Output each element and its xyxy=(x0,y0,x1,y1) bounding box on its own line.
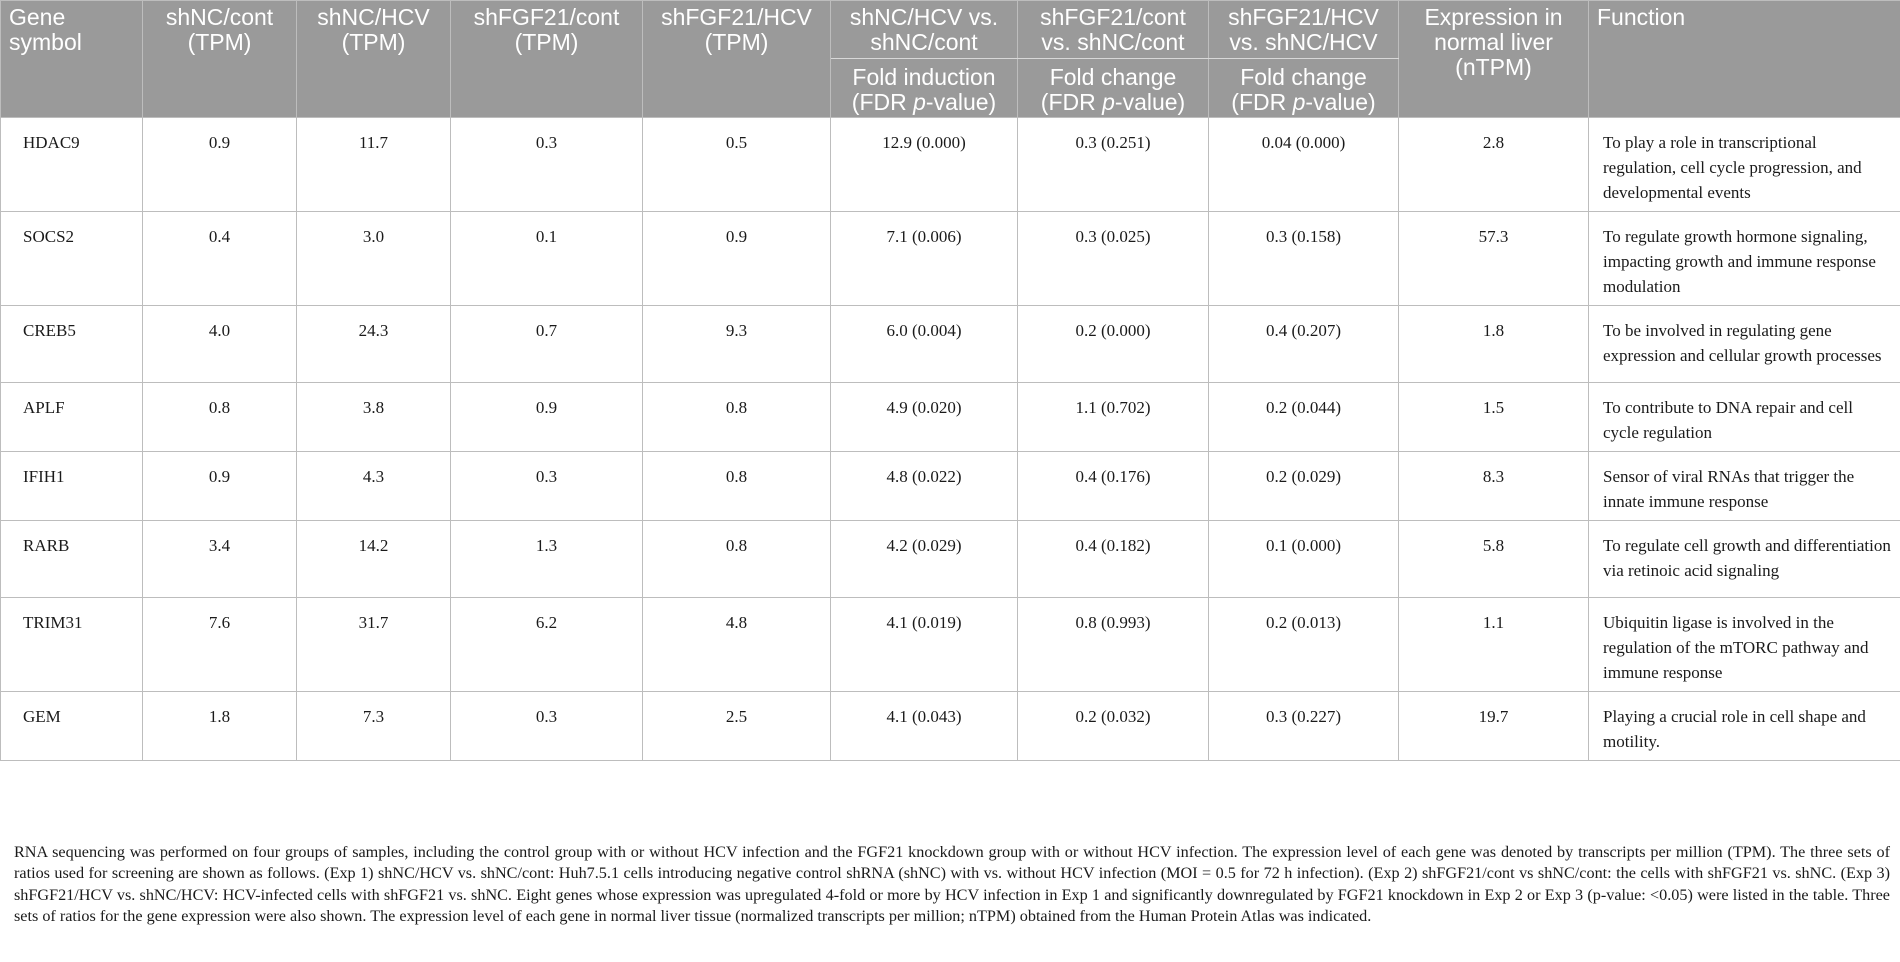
cell-normal-liver: 1.8 xyxy=(1399,306,1589,383)
cell-function: To regulate growth hormone signaling, impacting growth and immune response modulation xyxy=(1589,212,1900,306)
cell-shnc-hcv: 3.0 xyxy=(297,212,451,306)
cell-gene: RARB xyxy=(1,521,143,598)
table-body xyxy=(1,118,1900,761)
cell-function: To play a role in transcriptional regulation, cell cycle progression, and developmental events xyxy=(1589,118,1900,212)
cell-normal-liver: 8.3 xyxy=(1399,452,1589,521)
cell-fold-change-3: 0.2 (0.029) xyxy=(1209,452,1399,521)
cell-fold-change-2: 0.8 (0.993) xyxy=(1018,598,1209,692)
header-shnc-hcv: shNC/HCV (TPM) xyxy=(297,1,451,118)
cell-normal-liver: 1.1 xyxy=(1399,598,1589,692)
cell-fold-change-2: 0.2 (0.000) xyxy=(1018,306,1209,383)
header-comparison-3: shFGF21/HCV vs. shNC/HCV xyxy=(1209,1,1399,59)
cell-shnc-cont: 7.6 xyxy=(143,598,297,692)
cell-fold-induction: 4.8 (0.022) xyxy=(831,452,1018,521)
header-fold-induction: Fold induction (FDR p-value) xyxy=(831,59,1018,118)
cell-normal-liver: 57.3 xyxy=(1399,212,1589,306)
cell-gene: HDAC9 xyxy=(1,118,143,212)
cell-function: To contribute to DNA repair and cell cycle regulation xyxy=(1589,383,1900,452)
cell-shfgf21-hcv: 0.9 xyxy=(643,212,831,306)
cell-normal-liver: 5.8 xyxy=(1399,521,1589,598)
table-row xyxy=(1,383,1900,452)
cell-function: To regulate cell growth and differentiation via retinoic acid signaling xyxy=(1589,521,1900,598)
header-shfgf21-hcv: shFGF21/HCV (TPM) xyxy=(643,1,831,118)
cell-function: Ubiquitin ligase is involved in the regulation of the mTORC pathway and immune response xyxy=(1589,598,1900,692)
header-shfgf21-cont: shFGF21/cont (TPM) xyxy=(451,1,643,118)
cell-fold-change-3: 0.1 (0.000) xyxy=(1209,521,1399,598)
cell-function: Sensor of viral RNAs that trigger the innate immune response xyxy=(1589,452,1900,521)
table-row xyxy=(1,212,1900,306)
cell-shfgf21-cont: 0.3 xyxy=(451,452,643,521)
cell-normal-liver: 2.8 xyxy=(1399,118,1589,212)
cell-gene: GEM xyxy=(1,692,143,761)
table-row xyxy=(1,521,1900,598)
cell-gene: CREB5 xyxy=(1,306,143,383)
cell-shfgf21-cont: 6.2 xyxy=(451,598,643,692)
cell-fold-change-3: 0.2 (0.044) xyxy=(1209,383,1399,452)
cell-shfgf21-cont: 1.3 xyxy=(451,521,643,598)
cell-fold-induction: 7.1 (0.006) xyxy=(831,212,1018,306)
header-fold-change-2: Fold change (FDR p-value) xyxy=(1018,59,1209,118)
cell-normal-liver: 1.5 xyxy=(1399,383,1589,452)
cell-fold-induction: 4.1 (0.043) xyxy=(831,692,1018,761)
cell-fold-change-2: 0.4 (0.182) xyxy=(1018,521,1209,598)
cell-shnc-cont: 0.9 xyxy=(143,452,297,521)
cell-shnc-hcv: 3.8 xyxy=(297,383,451,452)
cell-fold-change-3: 0.2 (0.013) xyxy=(1209,598,1399,692)
table-footnote: RNA sequencing was performed on four groups of samples, including the control group with or without HCV infection and the FGF21 knockdown group with or without HCV infection. The expression level of each gene was denoted by transcripts per million (TPM). The three sets of ratios used for screening are shown as follows. (Exp 1) shNC/HCV vs. shNC/cont: Huh7.5.1 cells introducing negative control shRNA (shNC) with vs. without HCV infection (MOI = 0.5 for 72 h infection). (Exp 2) shFGF21/cont vs shNC/cont: the cells with shFGF21 vs. shNC. (Exp 3) shFGF21/HCV vs. shNC/HCV: HCV-infected cells with shFGF21 vs. shNC. Eight genes whose expression was upregulated 4-fold or more by HCV infection in Exp 1 and significantly downregulated by FGF21 knockdown in Exp 2 or Exp 3 (p-value: <0.05) were listed in the table. Three sets of ratios for the gene expression were also shown. The expression level of each gene in normal liver tissue (normalized transcripts per million; nTPM) obtained from the Human Protein Atlas was indicated. xyxy=(14,843,1890,925)
cell-normal-liver: 19.7 xyxy=(1399,692,1589,761)
cell-shnc-cont: 0.4 xyxy=(143,212,297,306)
cell-shfgf21-cont: 0.9 xyxy=(451,383,643,452)
cell-fold-change-2: 0.4 (0.176) xyxy=(1018,452,1209,521)
cell-fold-change-2: 0.3 (0.251) xyxy=(1018,118,1209,212)
header-fold-change-3: Fold change (FDR p-value) xyxy=(1209,59,1399,118)
header-normal-liver: Expression in normal liver (nTPM) xyxy=(1399,1,1589,118)
cell-shfgf21-cont: 0.3 xyxy=(451,118,643,212)
cell-function: Playing a crucial role in cell shape and motility. xyxy=(1589,692,1900,761)
table-row xyxy=(1,118,1900,212)
cell-fold-change-3: 0.3 (0.227) xyxy=(1209,692,1399,761)
cell-shfgf21-hcv: 0.8 xyxy=(643,383,831,452)
cell-shnc-hcv: 14.2 xyxy=(297,521,451,598)
cell-function: To be involved in regulating gene expression and cellular growth processes xyxy=(1589,306,1900,383)
cell-gene: IFIH1 xyxy=(1,452,143,521)
cell-fold-induction: 6.0 (0.004) xyxy=(831,306,1018,383)
cell-shnc-cont: 1.8 xyxy=(143,692,297,761)
cell-shfgf21-cont: 0.1 xyxy=(451,212,643,306)
cell-shfgf21-hcv: 9.3 xyxy=(643,306,831,383)
header-gene-symbol: Gene symbol xyxy=(1,1,143,118)
cell-shnc-cont: 4.0 xyxy=(143,306,297,383)
cell-fold-change-3: 0.3 (0.158) xyxy=(1209,212,1399,306)
cell-gene: APLF xyxy=(1,383,143,452)
table-row xyxy=(1,598,1900,692)
table-row xyxy=(1,306,1900,383)
cell-shnc-hcv: 11.7 xyxy=(297,118,451,212)
cell-fold-induction: 4.2 (0.029) xyxy=(831,521,1018,598)
cell-shnc-hcv: 4.3 xyxy=(297,452,451,521)
cell-shnc-hcv: 7.3 xyxy=(297,692,451,761)
cell-fold-induction: 4.1 (0.019) xyxy=(831,598,1018,692)
cell-fold-change-3: 0.04 (0.000) xyxy=(1209,118,1399,212)
cell-shnc-cont: 0.9 xyxy=(143,118,297,212)
cell-shfgf21-cont: 0.3 xyxy=(451,692,643,761)
cell-fold-change-2: 1.1 (0.702) xyxy=(1018,383,1209,452)
cell-fold-change-2: 0.3 (0.025) xyxy=(1018,212,1209,306)
cell-fold-induction: 12.9 (0.000) xyxy=(831,118,1018,212)
table-row xyxy=(1,692,1900,761)
cell-shfgf21-hcv: 4.8 xyxy=(643,598,831,692)
cell-gene: TRIM31 xyxy=(1,598,143,692)
cell-fold-induction: 4.9 (0.020) xyxy=(831,383,1018,452)
header-comparison-2: shFGF21/cont vs. shNC/cont xyxy=(1018,1,1209,59)
header-function: Function xyxy=(1589,1,1900,118)
cell-fold-change-2: 0.2 (0.032) xyxy=(1018,692,1209,761)
cell-shnc-cont: 3.4 xyxy=(143,521,297,598)
cell-shnc-hcv: 24.3 xyxy=(297,306,451,383)
header-shnc-cont: shNC/cont (TPM) xyxy=(143,1,297,118)
table-header xyxy=(1,1,1900,118)
cell-gene: SOCS2 xyxy=(1,212,143,306)
cell-shfgf21-hcv: 0.5 xyxy=(643,118,831,212)
cell-shnc-hcv: 31.7 xyxy=(297,598,451,692)
table-row xyxy=(1,452,1900,521)
cell-shnc-cont: 0.8 xyxy=(143,383,297,452)
cell-shfgf21-hcv: 2.5 xyxy=(643,692,831,761)
header-comparison-1: shNC/HCV vs. shNC/cont xyxy=(831,1,1018,59)
cell-shfgf21-cont: 0.7 xyxy=(451,306,643,383)
cell-shfgf21-hcv: 0.8 xyxy=(643,452,831,521)
cell-fold-change-3: 0.4 (0.207) xyxy=(1209,306,1399,383)
cell-shfgf21-hcv: 0.8 xyxy=(643,521,831,598)
